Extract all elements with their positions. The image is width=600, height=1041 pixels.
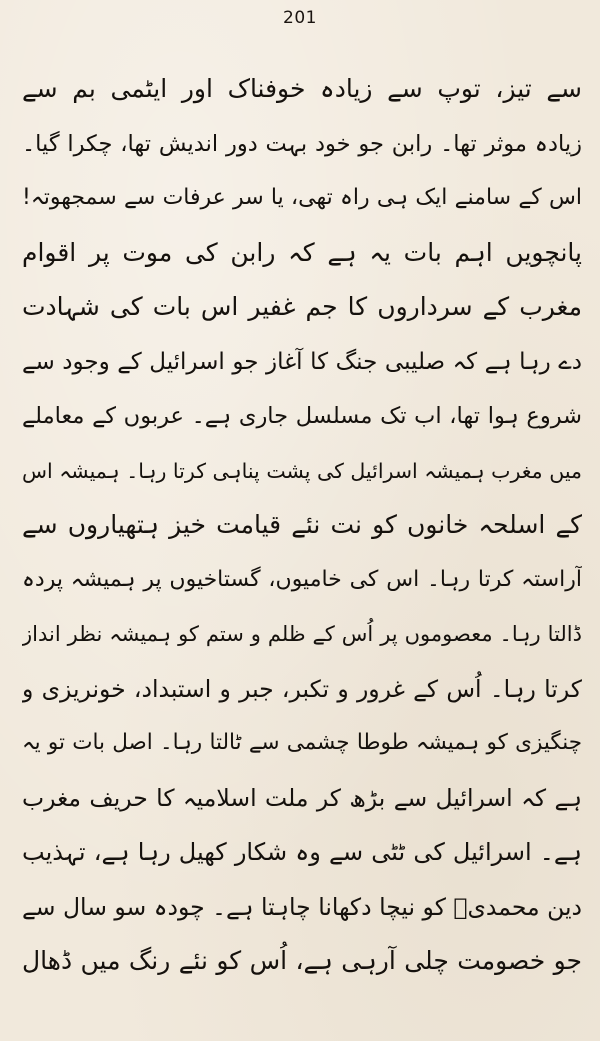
text-line: زیادہ موثر تھا۔ رابن جو خود بہت دور اندیش تھا، چکرا گیا۔: [22, 130, 582, 157]
text-line: میں مغرب ہمیشہ اسرائیل کی پشت پناہی کرتا رہا۔ ہمیشہ اس: [22, 458, 582, 483]
text-line: اس کے سامنے ایک ہی راہ تھی، یا سر عرفات سے سمجھوتہ!: [22, 185, 582, 210]
text-line: جو خصومت چلی آرہی ہے، اُس کو نئے رنگ میں ڈھال: [22, 946, 582, 975]
text-line: ہے کہ اسرائیل سے بڑھ کر ملت اسلامیہ کا حریف مغرب: [22, 783, 582, 812]
text-line: ہے۔ اسرائیل کی ٹٹی سے وہ شکار کھیل رہا ہے، تہذیب: [22, 838, 582, 866]
text-line: دین محمدیؐ کو نیچا دکھانا چاہتا ہے۔ چودہ سو سال سے: [22, 892, 582, 921]
text-line: دے رہا ہے کہ صلیبی جنگ کا آغاز جو اسرائیل کے وجود سے: [22, 348, 582, 375]
text-line: چنگیزی کو ہمیشہ طوطا چشمی سے ٹالتا رہا۔ اصل بات تو یہ: [22, 730, 582, 755]
text-line: ڈالتا رہا۔ معصوموں پر اُس کے ظلم و ستم کو ہمیشہ نظر انداز: [22, 622, 582, 646]
text-line: آراستہ کرتا رہا۔ اس کی خامیوں، گستاخیوں پر ہمیشہ پردہ: [22, 566, 582, 592]
body-text: [22, 62, 582, 989]
text-line: سے تیز، توپ سے زیادہ خوفناک اور ایٹمی بم سے: [22, 74, 582, 103]
text-line: کرتا رہا۔ اُس کے غرور و تکبر، جبر و استبداد، خونریزی و: [22, 674, 582, 703]
page-number: 201: [283, 8, 317, 28]
text-line: مغرب کے سرداروں کا جم غفیر اس بات کی شہادت: [22, 292, 582, 321]
text-line: شروع ہوا تھا، اب تک مسلسل جاری ہے۔ عربوں کے معاملے: [22, 403, 582, 429]
text-line: پانچویں اہم بات یہ ہے کہ رابن کی موت پر اقوام: [22, 237, 582, 267]
text-line: کے اسلحہ خانوں کو نت نئے قیامت خیز ہتھیاروں سے: [22, 510, 582, 539]
